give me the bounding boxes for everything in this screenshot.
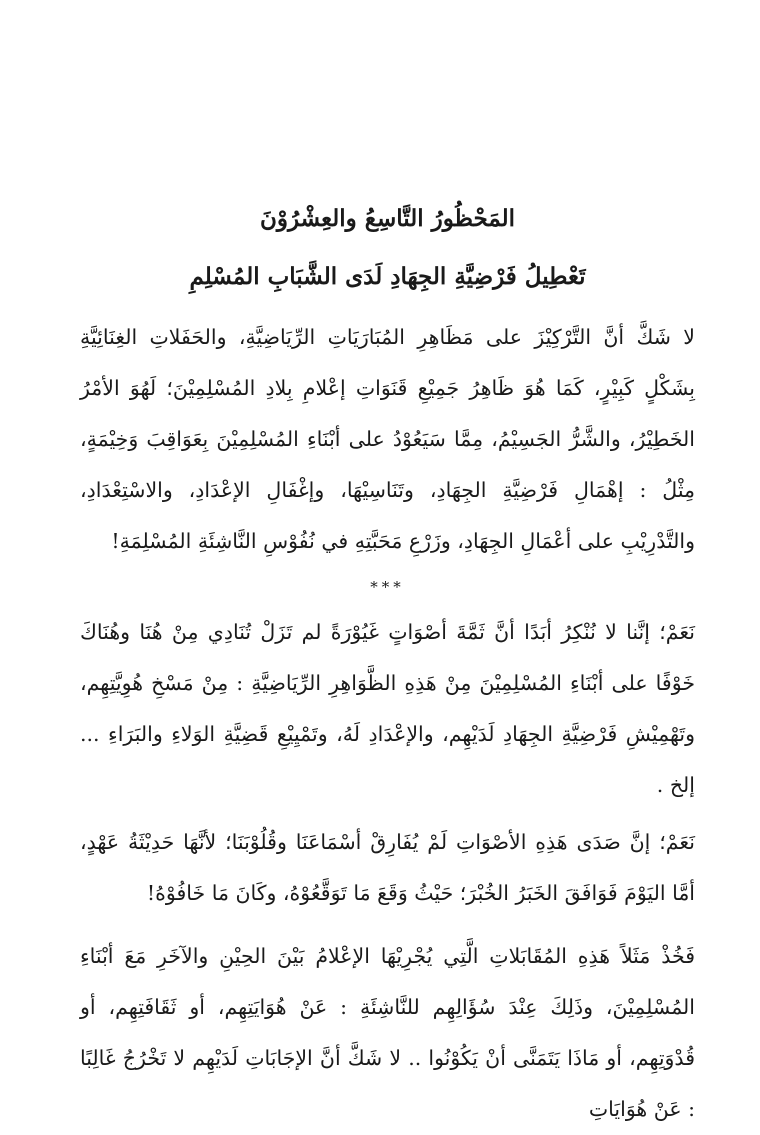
chapter-title: المَحْظُورُ التَّاسِعُ والعِشْرُوْنَ	[259, 205, 516, 232]
document-page	[80, 190, 695, 1135]
paragraph-3: نَعَمْ؛ إنَّ صَدَى هَذِهِ الأصْوَاتِ لَمْ يُفَارِقْ أسْمَاعَنَا وقُلُوْبَنَا؛ لأنَّهَا حَدِيْثَةُ عَهْدٍ، أمَّا اليَوْمَ فَوَافَقَ الخَبَرُ الخُبْرَ؛ حَيْثُ وَقَعَ مَا تَوَقَّعُوْهُ، وكَانَ مَا خَافُوْهُ!	[80, 830, 695, 905]
chapter-subtitle: تَعْطِيلُ فَرْضِيَّةِ الجِهَادِ لَدَى الشَّبَابِ المُسْلِمِ	[189, 263, 586, 290]
paragraph-4: فَخُذْ مَثَلاً هَذِهِ المُقَابَلاتِ الَّتِي يُجْرِيْهَا الإعْلامُ بَيْنَ الحِيْنِ والآخَرِ مَعَ أبْنَاءِ المُسْلِمِيْنَ، وذَلِكَ عِنْدَ سُؤَالِهِم للنَّاشِئَةِ : عَنْ هُوَايَتِهِم، أو ثَقَافَتِهِم، أو قُدْوَتِهِم، أو مَاذَا يَتَمَنَّى أنْ يَكُوْنُوا .. لا شَكَّ أنَّ الإجَابَاتِ لَدَيْهِم لا تَخْرُجُ غَالِبًا : عَنْ هُوَايَاتِ	[80, 944, 695, 1121]
paragraph-1: لا شَكَّ أنَّ التَّرْكِيْزَ على مَظَاهِرِ المُبَارَيَاتِ الرِّيَاضِيَّةِ، والحَفَلاتِ الغِنَائِيَّةِ بِشَكْلٍ كَبِيْرٍ، كَمَا هُوَ ظَاهِرُ جَمِيْعِ قَنَوَاتِ إعْلامِ بِلادِ المُسْلِمِيْنَ؛ لَهُوَ الأمْرُ الخَطِيْرُ، والشَّرُّ الجَسِيْمُ، مِمَّا سَيَعُوْدُ على أبْنَاءِ المُسْلِمِيْنَ بِعَوَاقِبَ وَخِيْمَةٍ، مِثْلُ : إهْمَالِ فَرْضِيَّةِ الجِهَادِ، وتَنَاسِيْهَا، وإغْفَالِ الإعْدَادِ، والاسْتِعْدَادِ، والتَّدْرِيْبِ على أعْمَالِ الجِهَادِ، وزَرْعِ مَحَبَّتِهِ في نُفُوْسِ النَّاشِئَةِ المُسْلِمَةِ!	[80, 325, 695, 553]
paragraph-2: نَعَمْ؛ إنَّنا لا نُنْكِرُ أبَدًا أنَّ ثَمَّةَ أصْوَاتٍ غَيُوْرَةً لم تَزَلْ تُنَادِي مِنْ هُنَا وهُنَاكَ خَوْفًا على أبْنَاءِ المُسْلِمِيْنَ مِنْ هَذِهِ الظَّوَاهِرِ الرِّيَاضِيَّةِ : مِنْ مَسْخِ هُوِيَّتِهِم، وتَهْمِيْشِ فَرْضِيَّةِ الجِهَادِ لَدَيْهِم، والإعْدَادِ لَهُ، وتَمْيِيْعِ قَضِيَّةِ الوَلاءِ والبَرَاءِ ... إلخ .	[80, 620, 695, 797]
spacer	[80, 919, 695, 931]
section-separator: ***	[370, 578, 405, 596]
